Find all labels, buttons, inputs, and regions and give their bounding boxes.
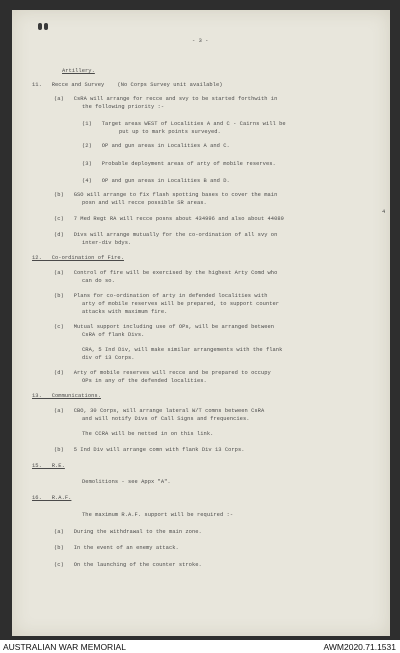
paragraph-line: (c) On the launching of the counter stroke. xyxy=(54,562,202,568)
paragraph-line: (1) Target areas WEST of Localities A and C - Cairns will be xyxy=(82,121,286,127)
paragraph-line: (4) OP and gun areas in Localities B and D. xyxy=(82,178,230,184)
paragraph-line: (b) In the event of an enemy attack. xyxy=(54,545,179,551)
paragraph-line: div of 13 Corps. xyxy=(82,355,135,361)
paragraph-line: (b) Plans for co-ordination of arty in defended localities with xyxy=(54,293,268,299)
section-heading-artillery: Artillery. xyxy=(62,68,95,74)
section-heading-coordination: 12. Co-ordination of Fire. xyxy=(32,255,124,261)
paragraph-line: posn and will recce possible SR areas. xyxy=(82,200,207,206)
page-number: - 3 - xyxy=(192,38,209,44)
paragraph-line: CRA, 5 Ind Div, will make similar arrangements with the flank xyxy=(82,347,283,353)
section-heading-re: 15. R.E. xyxy=(32,463,65,469)
paragraph-line: attacks with maximum fire. xyxy=(82,309,168,315)
paragraph-line: (c) 7 Med Regt RA will recce posns about 434996 and also about 44089 xyxy=(54,216,284,222)
punch-hole xyxy=(44,23,48,30)
paragraph-line: put up to mark points surveyed. xyxy=(119,129,221,135)
footer-accession-number: AWM2020.71.1531 xyxy=(323,642,396,652)
paragraph-line: and will notify Divs of Call Signs and frequencies. xyxy=(82,416,250,422)
paragraph-line: can do so. xyxy=(82,278,115,284)
paragraph-heading: 11. Recce and Survey (No Corps Survey unit available) xyxy=(32,82,223,88)
paragraph-line: CsRA of flank Divs. xyxy=(82,332,145,338)
paragraph-line: (d) Arty of mobile reserves will recce and be prepared to occupy xyxy=(54,370,271,376)
section-heading-communications: 13. Communications. xyxy=(32,393,101,399)
archive-footer xyxy=(0,641,400,653)
paragraph-line: OPs in any of the defended localities. xyxy=(82,378,207,384)
margin-mark: 4 xyxy=(382,209,386,215)
paragraph-line: (2) OP and gun areas in Localities A and C. xyxy=(82,143,230,149)
paragraph-line: (3) Probable deployment areas of arty of mobile reserves. xyxy=(82,161,276,167)
paragraph-line: (a) During the withdrawal to the main zone. xyxy=(54,529,202,535)
section-heading-raf: 16. R.A.F. xyxy=(32,495,72,501)
paragraph-line: (a) Control of fire will be exercised by the highest Arty Comd who xyxy=(54,270,278,276)
paragraph-line: (a) CBO, 30 Corps, will arrange lateral W/T comns between CsRA xyxy=(54,408,265,414)
paragraph-line: (c) Mutual support including use of OPs, will be arranged between xyxy=(54,324,275,330)
paragraph-line: (b) GSO will arrange to fix flash spotting bases to cover the main xyxy=(54,192,278,198)
paragraph-line: the following priority :- xyxy=(82,104,165,110)
paragraph-line: The maximum R.A.F. support will be required :- xyxy=(82,512,234,518)
paragraph-line: inter-div bdys. xyxy=(82,240,132,246)
paragraph-line: The CCRA will be netted in on this link. xyxy=(82,431,214,437)
paragraph-line: (a) CsRA will arrange for recce and svy to be started forthwith in xyxy=(54,96,278,102)
paragraph-line: (d) Divs will arrange mutually for the co-ordination of all svy on xyxy=(54,232,278,238)
paragraph-line: arty of mobile reserves will be prepared, to support counter xyxy=(82,301,280,307)
punch-hole xyxy=(38,23,42,30)
document-page xyxy=(12,10,390,636)
footer-institution: AUSTRALIAN WAR MEMORIAL xyxy=(3,642,126,652)
paragraph-line: (b) 5 Ind Div will arrange comn with flank Div 13 Corps. xyxy=(54,447,245,453)
paragraph-line: Demolitions - see Appx "A". xyxy=(82,479,171,485)
